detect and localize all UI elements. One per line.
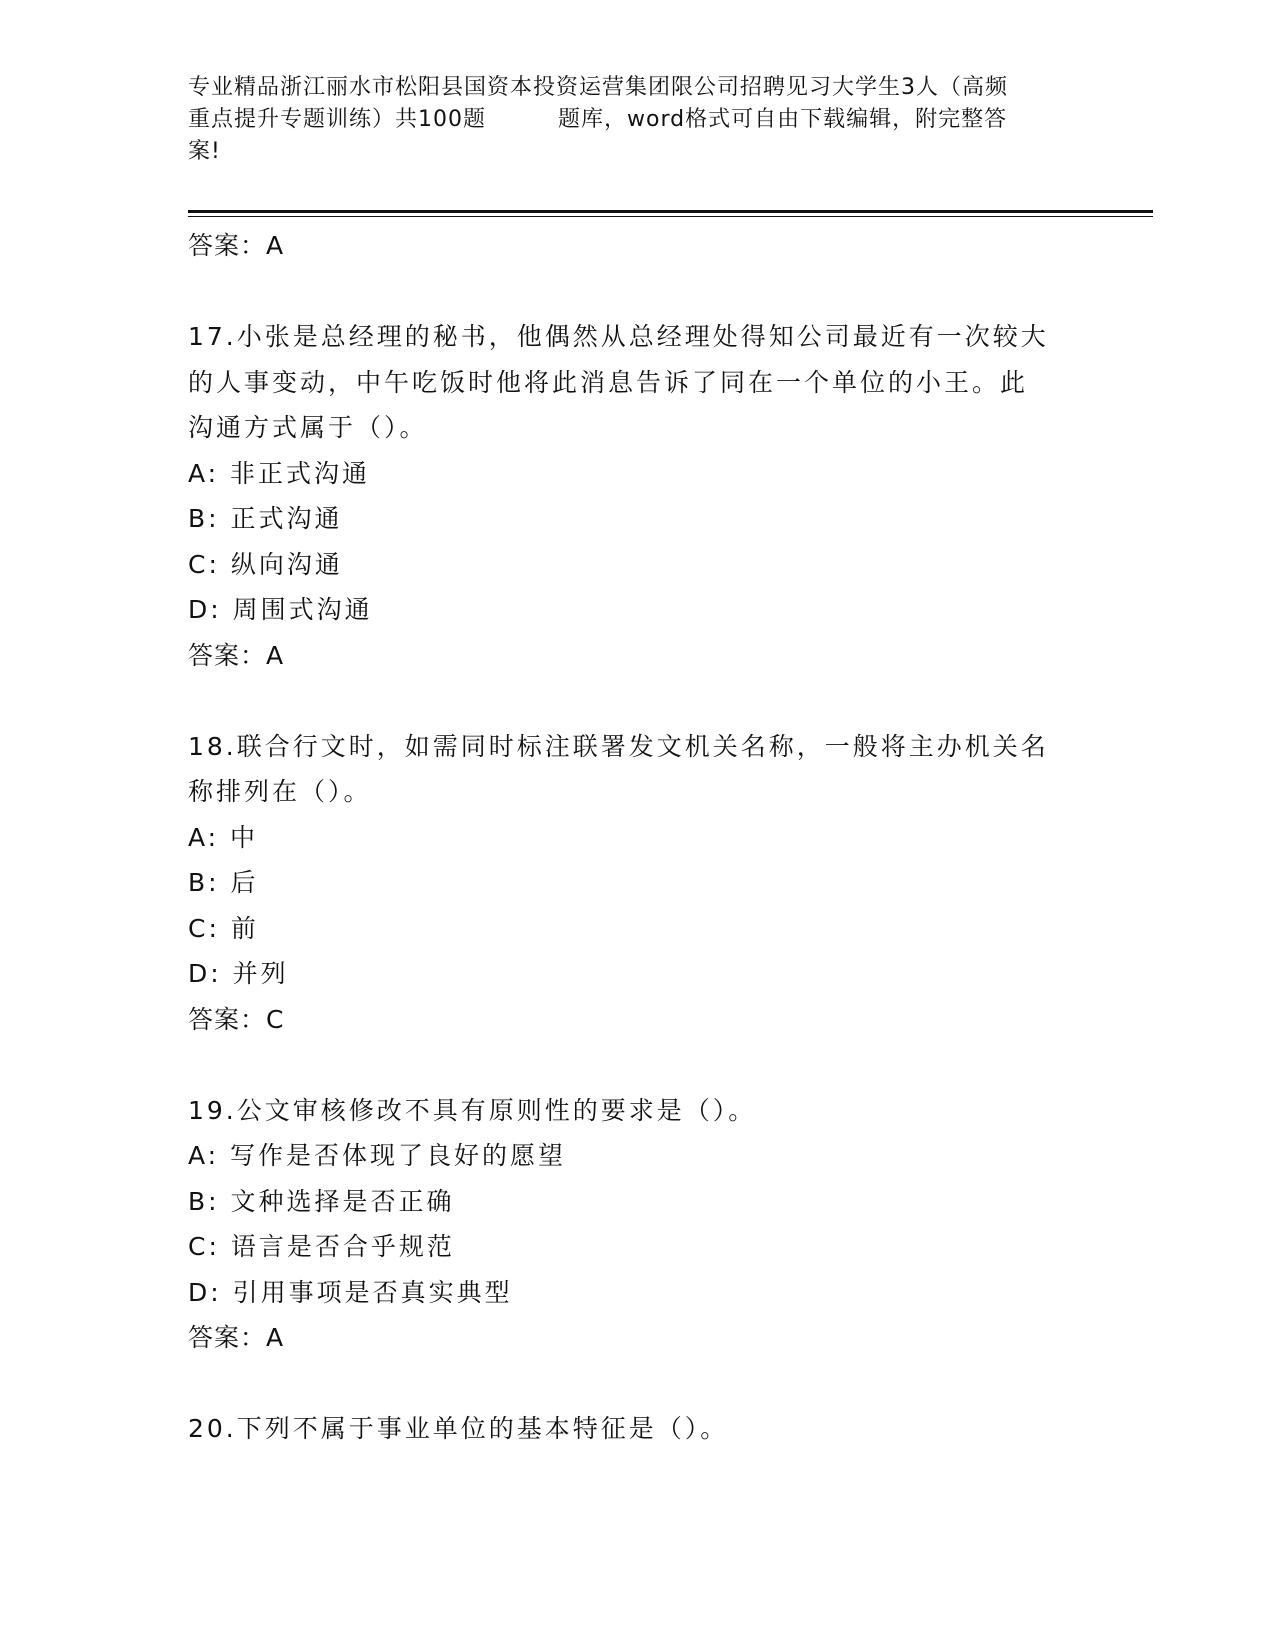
question-18 [188, 724, 1088, 1043]
option-d: D: 引用事项是否真实典型 [188, 1277, 513, 1307]
question-text-line: 19.公文审核修改不具有原则性的要求是（）。 [188, 1095, 757, 1125]
header-line-2-part-2: 题库，word格式可自由下载编辑，附完整答 [558, 107, 1008, 132]
question-list [188, 223, 1088, 1452]
answer-line: 答案：C [188, 1004, 285, 1034]
question-text-line: 称排列在（）。 [188, 777, 372, 806]
option-d: D: 并列 [188, 959, 289, 988]
header-line-3: 案! [188, 139, 221, 164]
header-line-2 [188, 104, 1088, 136]
question-17 [188, 314, 1088, 678]
question-20 [188, 1406, 1088, 1452]
question-text-line: 的人事变动，中午吃饭时他将此消息告诉了同在一个单位的小王。此 [188, 367, 1029, 397]
header-divider-thin [188, 216, 1153, 217]
answer-line: 答案：A [188, 1323, 285, 1352]
question-text-line: 20.下列不属于事业单位的基本特征是（）。 [188, 1414, 729, 1443]
option-d: D: 周围式沟通 [188, 595, 373, 624]
option-b: B: 后 [188, 868, 259, 897]
question-text-line: 17.小张是总经理的秘书，他偶然从总经理处得知公司最近有一次较大 [188, 322, 1049, 351]
option-c: C: 纵向沟通 [188, 549, 343, 579]
header-line-2-part-1: 重点提升专题训练）共100题 [188, 107, 486, 132]
option-a: A: 写作是否体现了良好的愿望 [188, 1141, 567, 1170]
option-a: A: 非正式沟通 [188, 458, 371, 488]
option-c: C: 前 [188, 913, 259, 943]
question-text-line: 18.联合行文时，如需同时标注联署发文机关名称，一般将主办机关名 [188, 731, 1049, 761]
option-a: A: 中 [188, 822, 259, 852]
option-b: B: 文种选择是否正确 [188, 1186, 455, 1216]
header-line-1: 专业精品浙江丽水市松阳县国资本投资运营集团限公司招聘见习大学生3人（高频 [188, 75, 1008, 100]
option-c: C: 语言是否合乎规范 [188, 1232, 455, 1261]
question-text-line: 沟通方式属于（）。 [188, 413, 428, 442]
answer-line: 答案：A [188, 640, 285, 670]
question-19 [188, 1088, 1088, 1361]
document-header [188, 72, 1088, 168]
previous-answer: 答案：A [188, 231, 285, 260]
option-b: B: 正式沟通 [188, 504, 343, 533]
header-divider-thick [188, 210, 1153, 213]
